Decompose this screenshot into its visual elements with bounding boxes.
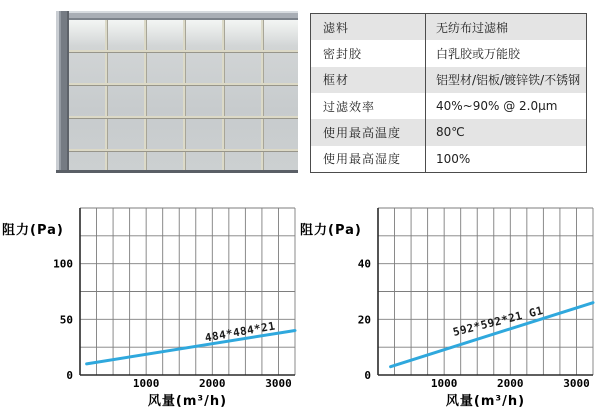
spec-label: 使用最高温度 bbox=[323, 125, 402, 140]
spec-label: 使用最高湿度 bbox=[323, 152, 402, 167]
filter-media-mesh bbox=[69, 20, 298, 170]
y-tick-label: 20 bbox=[357, 313, 371, 327]
spec-row-sealant bbox=[311, 40, 586, 66]
spec-value: 铝型材/铝板/镀锌铁/不锈钢 bbox=[425, 67, 586, 93]
spec-row-max-humidity bbox=[311, 146, 586, 172]
x-tick-label: 3000 bbox=[563, 377, 590, 390]
y-axis-title: 阻力(Pa) bbox=[2, 223, 64, 238]
spec-label: 密封胶 bbox=[323, 46, 363, 61]
y-tick-label: 100 bbox=[53, 257, 73, 271]
series-label: 484*484*21 bbox=[203, 319, 277, 345]
spec-row-max-temperature bbox=[311, 119, 586, 145]
x-axis-title: 风量(m³/h) bbox=[445, 394, 526, 409]
product-photo bbox=[56, 11, 298, 173]
spec-row-efficiency bbox=[311, 93, 586, 119]
spec-value: 100% bbox=[425, 146, 586, 172]
x-tick-label: 2000 bbox=[497, 377, 524, 390]
y-tick-label: 0 bbox=[364, 369, 371, 382]
x-tick-label: 3000 bbox=[265, 377, 292, 390]
y-tick-label: 50 bbox=[59, 313, 73, 327]
resistance-chart-592 bbox=[298, 195, 600, 419]
spec-value: 80℃ bbox=[425, 119, 586, 145]
y-axis-title: 阻力(Pa) bbox=[300, 223, 362, 238]
x-tick-label: 2000 bbox=[199, 377, 226, 390]
spec-label: 框材 bbox=[323, 73, 350, 88]
x-tick-label: 1000 bbox=[430, 377, 458, 390]
spec-value: 40%~90% @ 2.0μm bbox=[425, 93, 586, 119]
photo-frame-left bbox=[56, 11, 69, 173]
spec-value: 无纺布过滤棉 bbox=[425, 14, 586, 40]
spec-label: 滤料 bbox=[323, 20, 350, 35]
series-label: 592*592*21 G1 bbox=[451, 303, 545, 339]
resistance-curve bbox=[391, 303, 593, 367]
spec-value: 白乳胶或万能胶 bbox=[425, 40, 586, 66]
photo-frame-top bbox=[56, 11, 298, 20]
y-tick-label: 0 bbox=[66, 369, 73, 382]
resistance-chart-484 bbox=[0, 195, 305, 419]
spec-label: 过滤效率 bbox=[323, 99, 376, 114]
spec-row-filter-media bbox=[311, 14, 586, 40]
photo-frame-bottom bbox=[56, 170, 298, 173]
x-axis-title: 风量(m³/h) bbox=[147, 394, 228, 409]
x-tick-label: 1000 bbox=[132, 377, 160, 390]
spec-row-frame-material bbox=[311, 67, 586, 93]
y-tick-label: 40 bbox=[357, 257, 371, 271]
spec-table bbox=[310, 13, 587, 173]
